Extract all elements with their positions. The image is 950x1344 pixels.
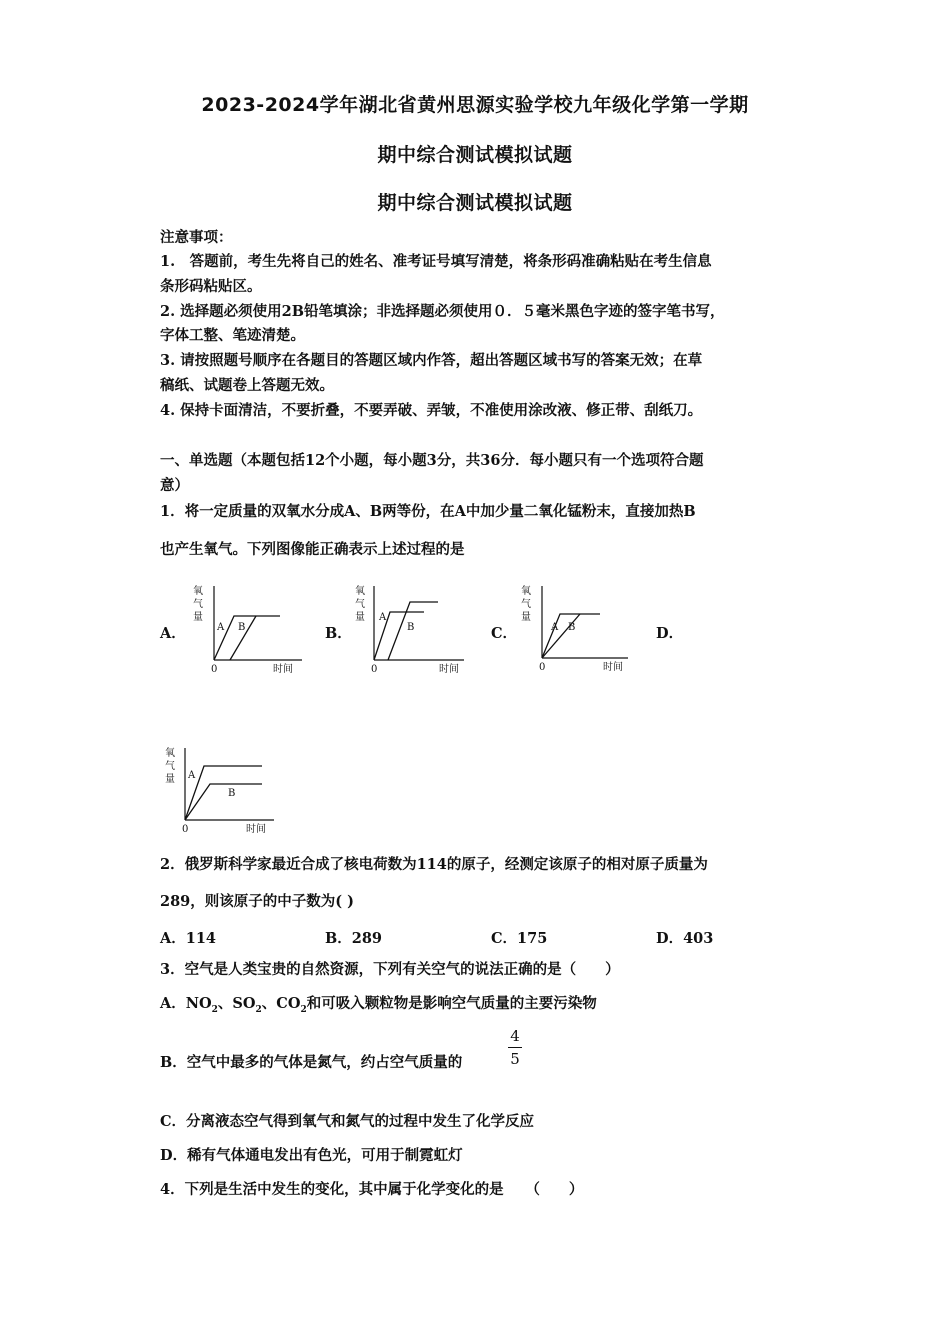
y-axis-label-char: 量 <box>355 612 365 623</box>
y-axis-label-char: 量 <box>165 774 175 785</box>
series-a-label: A <box>379 612 387 623</box>
x-axis-label: 时间 <box>246 824 266 835</box>
notice-item: 稿纸、试题卷上答题无效。 <box>160 377 334 394</box>
y-axis-label-char: 气 <box>193 599 203 610</box>
exam-subtitle: 期中综合测试模拟试题 <box>377 144 573 166</box>
y-axis-label-char: 氧 <box>193 586 203 597</box>
q1-stem: 1．将一定质量的双氧水分成A、B两等份，在A中加少量二氧化锰粉末，直接加热B <box>160 503 696 520</box>
y-axis-label-char: 气 <box>521 599 531 610</box>
q1-option-b-label: B． <box>325 625 352 642</box>
notice-item: 3. 请按照题号顺序在各题目的答题区域内作答，超出答题区域书写的答案无效；在草 <box>160 352 703 369</box>
q1-option-a-label: A． <box>160 625 186 642</box>
q1-graph-d <box>162 744 282 839</box>
notice-item: 条形码粘贴区。 <box>160 278 262 295</box>
y-axis-label-char: 气 <box>165 761 175 772</box>
series-b-label: B <box>407 622 415 633</box>
fraction-numerator: 4 <box>510 1027 520 1045</box>
q3-option-c: C．分离液态空气得到氧气和氮气的过程中发生了化学反应 <box>160 1113 535 1130</box>
q1-stem-cont: 也产生氧气。下列图像能正确表示上述过程的是 <box>160 541 465 558</box>
x-axis-label: 时间 <box>273 664 293 675</box>
y-axis-label-char: 量 <box>193 612 203 623</box>
origin-label: 0 <box>371 664 378 675</box>
q3-stem: 3．空气是人类宝贵的自然资源，下列有关空气的说法正确的是（ ） <box>160 961 620 978</box>
y-axis-label-char: 气 <box>355 599 365 610</box>
notice-item: 字体工整、笔迹清楚。 <box>160 327 305 344</box>
q1-graph-b <box>352 582 467 677</box>
q2-stem-cont: 289，则该原子的中子数为( ) <box>160 893 355 910</box>
series-a-label: A <box>188 770 196 781</box>
q2-option-d: D．403 <box>656 930 714 947</box>
q1-graph-c <box>518 582 633 677</box>
notice-item: 1. 答题前，考生先将自己的姓名、准考证号填写清楚，将条形码准确粘贴在考生信息 <box>160 253 712 270</box>
series-b-label: B <box>238 622 246 633</box>
origin-label: 0 <box>539 662 546 673</box>
q3-option-b: B．空气中最多的气体是氮气，约占空气质量的 <box>160 1054 463 1071</box>
origin-label: 0 <box>182 824 189 835</box>
series-a-label: A <box>551 622 559 633</box>
notice-heading: 注意事项： <box>160 229 233 246</box>
series-b-label: B <box>568 622 576 633</box>
x-axis-label: 时间 <box>439 664 459 675</box>
q4-stem: 4．下列是生活中发生的变化，其中属于化学变化的是 （ ） <box>160 1181 584 1198</box>
q1-graph-a <box>190 582 305 677</box>
y-axis-label-char: 氧 <box>521 586 531 597</box>
q1-option-c-label: C． <box>491 625 518 642</box>
y-axis-label-char: 氧 <box>355 586 365 597</box>
x-axis-label: 时间 <box>603 662 623 673</box>
fraction-denominator: 5 <box>510 1050 520 1068</box>
series-b-label: B <box>228 788 236 799</box>
q2-option-b: B．289 <box>325 930 383 947</box>
exam-title: 2023-2024学年湖北省黄州思源实验学校九年级化学第一学期 <box>201 94 749 116</box>
q3-option-d: D．稀有气体通电发出有色光，可用于制霓虹灯 <box>160 1147 463 1164</box>
q2-stem: 2．俄罗斯科学家最近合成了核电荷数为114的原子，经测定该原子的相对原子质量为 <box>160 856 708 873</box>
exam-subtitle-repeat: 期中综合测试模拟试题 <box>377 192 573 214</box>
series-a-label: A <box>217 622 225 633</box>
notice-item: 4. 保持卡面清洁，不要折叠，不要弄破、弄皱，不准使用涂改液、修正带、刮纸刀。 <box>160 402 703 419</box>
q3-option-a: A．$NO_2$、$SO_2$、$CO_2$和可吸入颗粒物是影响空气质量的主要污染物 <box>160 995 597 1015</box>
notice-item: 2. 选择题必须使用2B铅笔填涂；非选择题必须使用０．５毫米黑色字迹的签字笔书写， <box>160 303 725 320</box>
q2-option-c: C．175 <box>491 930 548 947</box>
origin-label: 0 <box>211 664 218 675</box>
q1-option-d-label: D． <box>656 625 684 642</box>
q2-option-a: A．114 <box>160 930 217 947</box>
y-axis-label-char: 氧 <box>165 748 175 759</box>
section-heading: 一、单选题（本题包括12个小题，每小题3分，共36分．每小题只有一个选项符合题 <box>160 452 704 469</box>
fraction-four-fifths <box>508 1027 522 1068</box>
section-heading-cont: 意） <box>160 477 189 494</box>
y-axis-label-char: 量 <box>521 612 531 623</box>
